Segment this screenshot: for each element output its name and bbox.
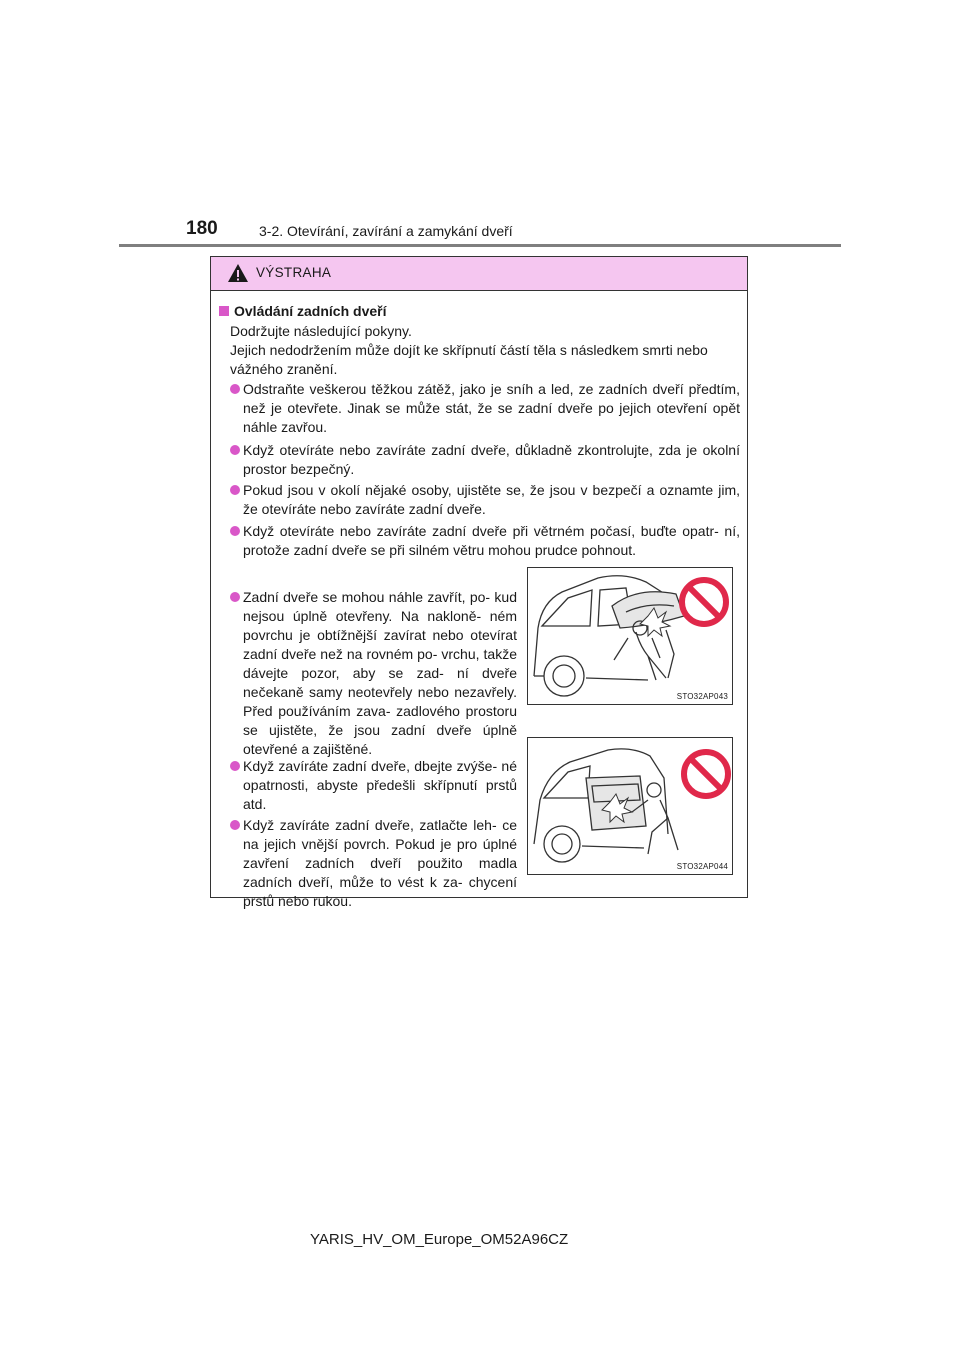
intro-line-1: Dodržujte následující pokyny. bbox=[230, 323, 412, 339]
bullet-item: Když otevíráte nebo zavíráte zadní dveře, důkladně zkontrolujte, zda je okolní prostor bezpečný. bbox=[230, 441, 740, 479]
bullet-dot-icon bbox=[230, 485, 240, 495]
car-closing-illustration bbox=[528, 738, 732, 874]
warning-triangle-icon bbox=[227, 263, 249, 283]
figure-label: STO32AP044 bbox=[676, 862, 728, 871]
illustration-open-tailgate bbox=[527, 567, 733, 705]
warning-title: VÝSTRAHA bbox=[256, 265, 332, 280]
bullet-dot-icon bbox=[230, 445, 240, 455]
bullet-dot-icon bbox=[230, 526, 240, 536]
bullet-dot-icon bbox=[230, 761, 240, 771]
bullet-item: Pokud jsou v okolí nějaké osoby, ujistěte se, že jsou v bezpečí a oznamte jim, že otevíráte nebo zavíráte zadní dveře. bbox=[230, 481, 740, 519]
bullet-item: Když zavíráte zadní dveře, zatlačte leh- ce na jejich vnější povrch. Pokud je pro úplné zavření zadních dveří použito madla zadních dveří, může to vést k za- chycení prstů nebo rukou. bbox=[230, 816, 517, 911]
bullet-item: Když zavíráte zadní dveře, dbejte zvýše- né opatrnosti, abyste předešli skřípnutí prstů atd. bbox=[230, 757, 517, 814]
bullet-item: Zadní dveře se mohou náhle zavřít, po- kud nejsou úplně otevřeny. Na nakloně- ném povrchu je obtížnější zavírat nebo otevírat zadní dveře než na rovném po- vrchu, takže dávejte pozor, aby se zad- ní dveře nečekaně samy neotevřely nebo nezavřely. Před používáním zava- zadlového prostoru se ujistěte, že jsou zadní dveře úplně otevřené a zajištěné. bbox=[230, 588, 517, 759]
warning-box bbox=[210, 256, 748, 909]
warning-heading-text: Ovládání zadních dveří bbox=[234, 303, 387, 319]
bullet-dot-icon bbox=[230, 592, 240, 602]
section-title: 3-2. Otevírání, zavírání a zamykání dveří bbox=[259, 223, 513, 239]
bullet-dot-icon bbox=[230, 820, 240, 830]
bullet-dot-icon bbox=[230, 384, 240, 394]
figure-label: STO32AP043 bbox=[676, 692, 728, 701]
prohibition-icon bbox=[684, 752, 728, 796]
document-id: YARIS_HV_OM_Europe_OM52A96CZ bbox=[310, 1231, 569, 1248]
intro-line-2: Jejich nedodržením může dojít ke skřípnutí částí těla s následkem smrti nebo vážného zranění. bbox=[230, 342, 708, 377]
page-number: 180 bbox=[186, 218, 218, 239]
illustration-closing-tailgate bbox=[527, 737, 733, 875]
header-rule bbox=[119, 244, 841, 247]
prohibition-icon bbox=[682, 580, 726, 624]
bullet-item: Odstraňte veškerou těžkou zátěž, jako je sníh a led, ze zadních dveří předtím, než je otevřete. Jinak se může stát, že se zadní dveře po jejich otevření opět náhle zavřou. bbox=[230, 380, 740, 437]
square-bullet-icon bbox=[219, 306, 229, 316]
warning-intro bbox=[230, 322, 740, 379]
car-tailgate-illustration bbox=[528, 568, 732, 704]
warning-header bbox=[211, 257, 747, 291]
bullet-item: Když otevíráte nebo zavíráte zadní dveře při větrném počasí, buďte opatr- ní, protože zadní dveře se při silném větru mohou prudce pohnout. bbox=[230, 522, 740, 560]
warning-heading bbox=[219, 302, 387, 321]
